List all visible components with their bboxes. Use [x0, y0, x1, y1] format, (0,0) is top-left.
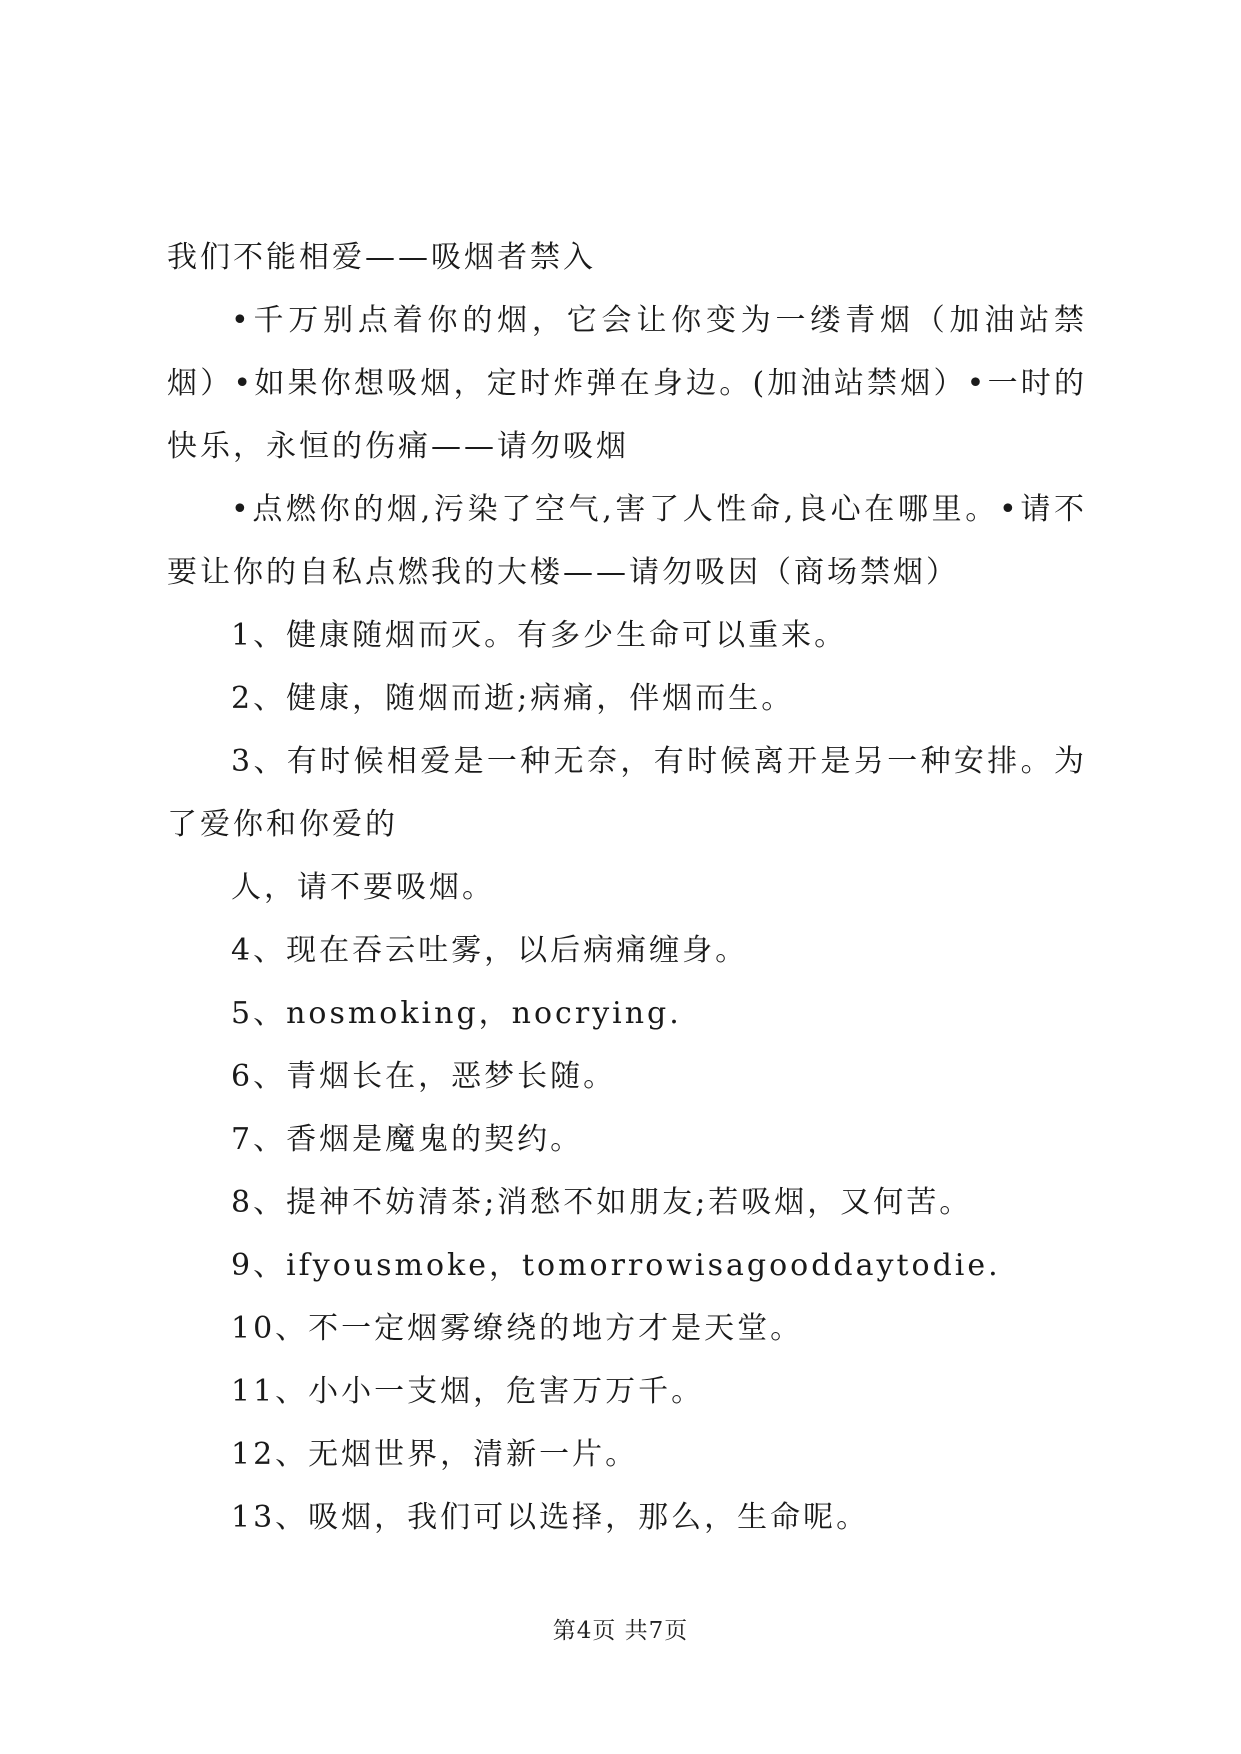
document-body	[167, 226, 1087, 1549]
list-item: 4、现在吞云吐雾，以后病痛缠身。	[231, 933, 749, 968]
list-item: 2、健康，随烟而逝;病痛，伴烟而生。	[231, 681, 795, 716]
list-item: 5、nosmoking，nocrying.	[231, 996, 682, 1031]
paragraph-gas-station-slogans: •千万别点着你的烟，它会让你变为一缕青烟（加油站禁烟）•如果你想吸烟，定时炸弹在身边。(加油站禁烟）•一时的快乐，永恒的伤痛——请勿吸烟	[167, 303, 1087, 464]
list-item: 8、提神不妨清茶;消愁不如朋友;若吸烟，又何苦。	[231, 1185, 973, 1220]
list-item: 6、青烟长在，恶梦长随。	[231, 1059, 617, 1094]
list-item: 9、ifyousmoke，tomorrowisagooddaytodie.	[231, 1248, 1001, 1283]
list-item: 1、健康随烟而灭。有多少生命可以重来。	[231, 618, 848, 653]
paragraph-heading: 我们不能相爱——吸烟者禁入	[167, 240, 596, 275]
list-item: 11、小小一支烟，危害万万千。	[231, 1374, 705, 1409]
page-number-footer: 第4页 共7页	[552, 1618, 689, 1644]
list-item-continuation: 人，请不要吸烟。	[231, 870, 495, 905]
paragraph-mall-slogans: •点燃你的烟,污染了空气,害了人性命,良心在哪里。•请不要让你的自私点燃我的大楼——请勿吸因（商场禁烟）	[167, 492, 1087, 590]
list-item: 3、有时候相爱是一种无奈，有时候离开是另一种安排。为了爱你和你爱的	[167, 744, 1087, 842]
list-item: 7、香烟是魔鬼的契约。	[231, 1122, 584, 1157]
list-item: 10、不一定烟雾缭绕的地方才是天堂。	[231, 1311, 804, 1346]
list-item: 13、吸烟，我们可以选择，那么，生命呢。	[231, 1500, 870, 1535]
list-item: 12、无烟世界，清新一片。	[231, 1437, 639, 1472]
